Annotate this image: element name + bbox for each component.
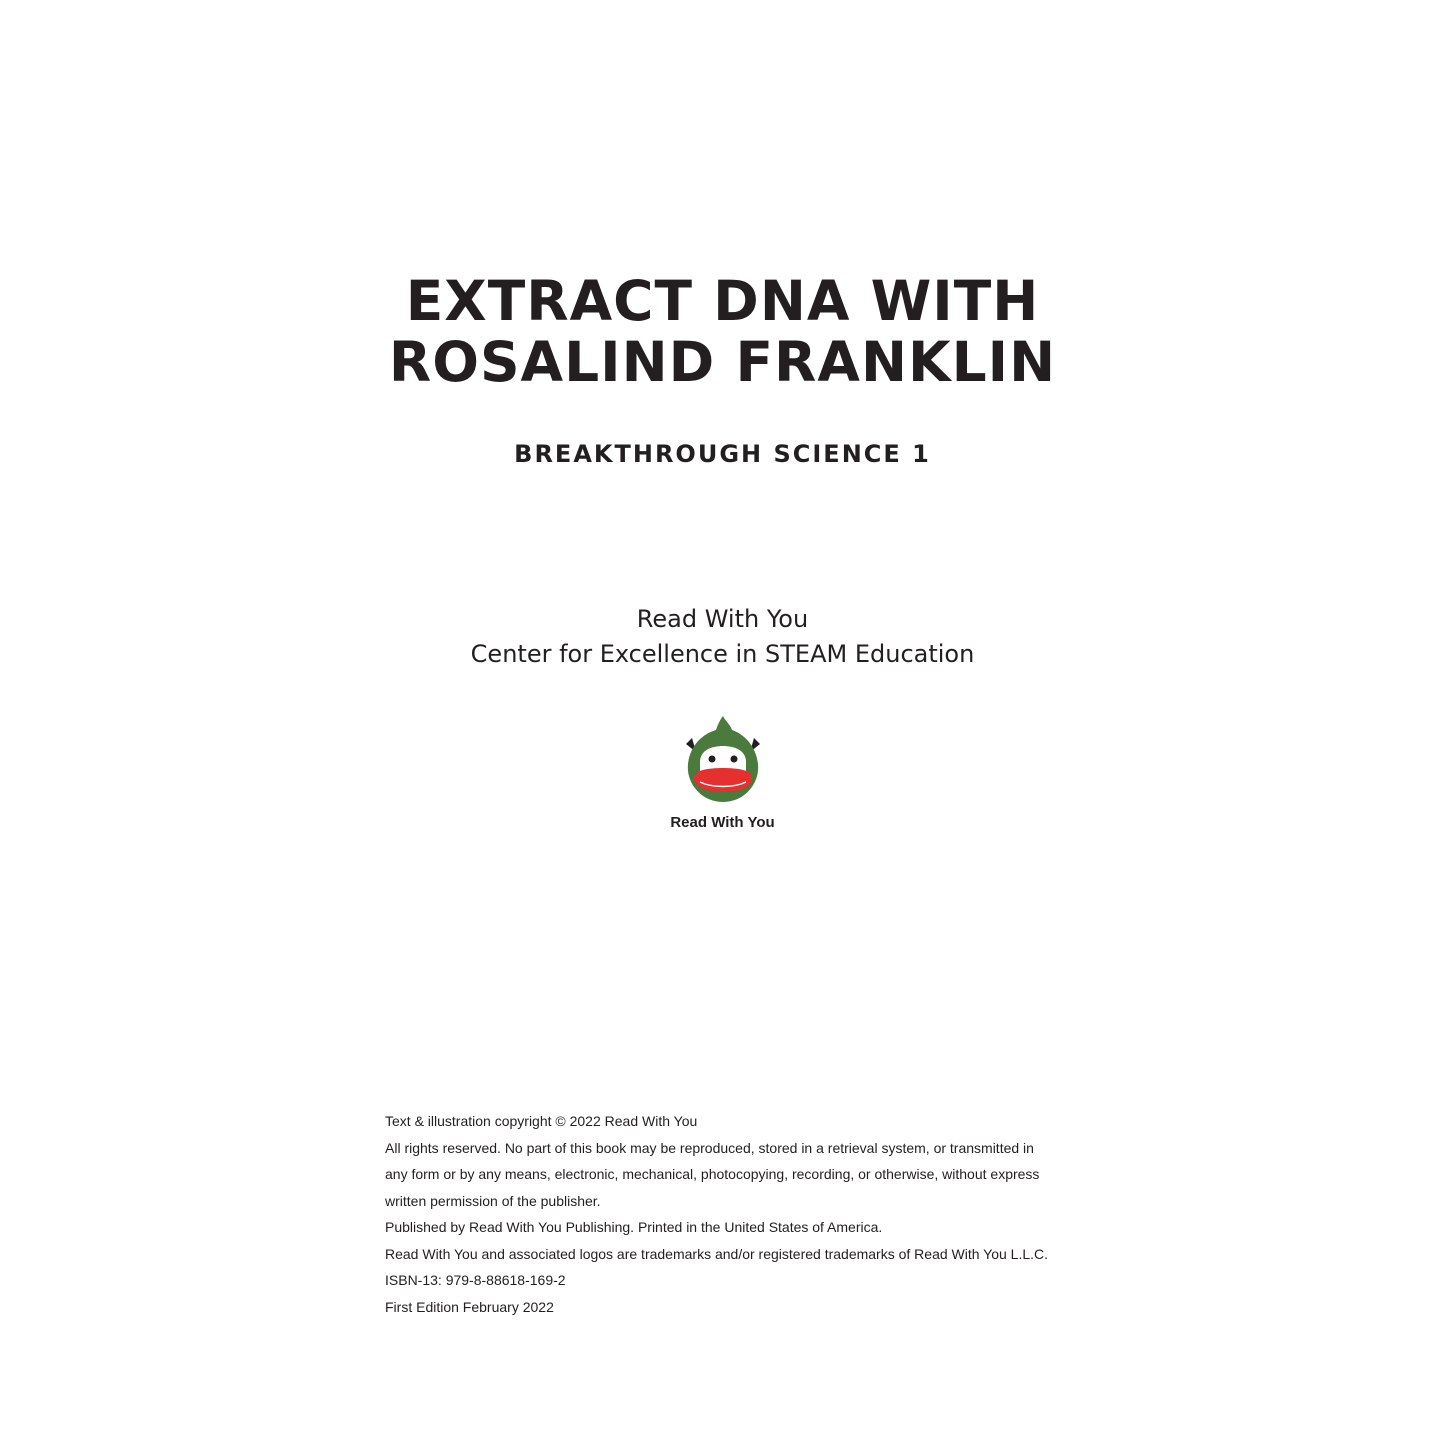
rights-line: any form or by any means, electronic, mechanical, photocopying, recording, or otherwise, without express	[385, 1166, 1040, 1182]
monkey-logo-icon	[682, 712, 764, 808]
publisher-division: Center for Excellence in STEAM Education	[470, 640, 975, 668]
publisher-name: Read With You	[636, 605, 809, 633]
series-subtitle: BREAKTHROUGH SCIENCE 1	[514, 440, 931, 468]
copyright-line: Text & illustration copyright © 2022 Read With You	[385, 1113, 698, 1129]
copyright-block	[385, 1108, 1085, 1320]
edition-line: First Edition February 2022	[385, 1298, 554, 1315]
logo-label: Read With You	[670, 814, 775, 831]
published-line: Published by Read With You Publishing. Printed in the United States of America.	[385, 1219, 883, 1235]
rights-line: written permission of the publisher.	[385, 1192, 601, 1209]
trademark-line: Read With You and associated logos are trademarks and/or registered trademarks of Read With You L.L.C.	[385, 1245, 1049, 1262]
rights-line: All rights reserved. No part of this book may be reproduced, stored in a retrieval system, or transmitted in	[385, 1139, 1034, 1156]
book-title-line-1: EXTRACT DNA WITH	[405, 269, 1040, 333]
isbn-line: ISBN-13: 979-8-88618-169-2	[385, 1272, 566, 1288]
book-title-line-2: ROSALIND FRANKLIN	[388, 330, 1057, 394]
